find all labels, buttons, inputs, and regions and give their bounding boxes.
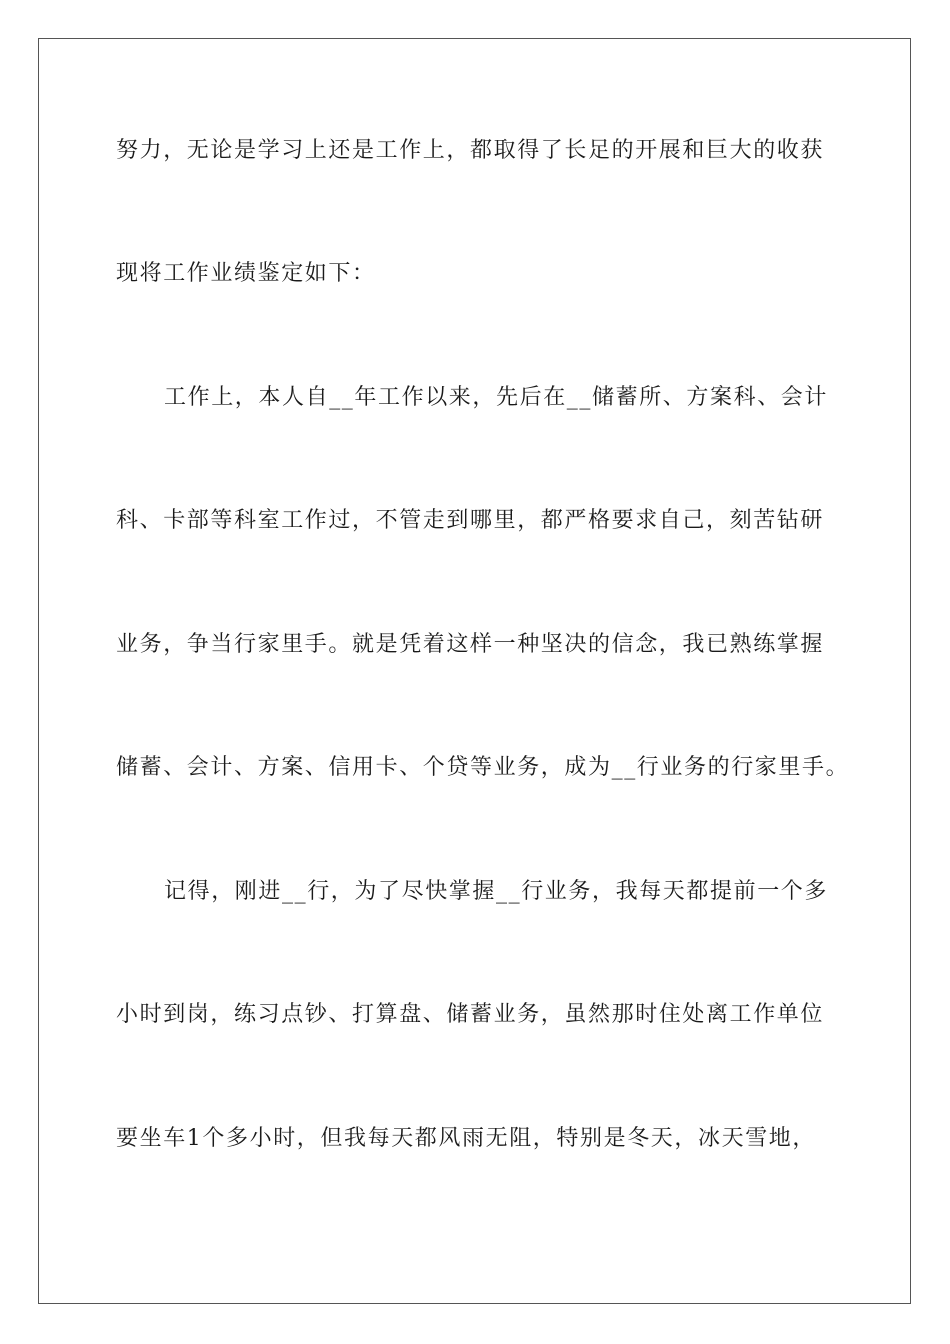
paragraph-line-4: 科、卡部等科室工作过，不管走到哪里，都严格要求自己，刻苦钻研 (116, 508, 825, 533)
paragraph-line-8: 小时到岗，练习点钞、打算盘、储蓄业务，虽然那时住处离工作单位 (116, 1002, 825, 1027)
paragraph-line-5: 业务，争当行家里手。就是凭着这样一种坚决的信念，我已熟练掌握 (116, 632, 825, 657)
paragraph-line-2: 现将工作业绩鉴定如下： (116, 261, 376, 286)
page-border (38, 38, 911, 1304)
paragraph-line-3: 工作上，本人自__年工作以来，先后在__储蓄所、方案科、会计 (164, 385, 829, 410)
paragraph-line-9: 要坐车1个多小时，但我每天都风雨无阻，特别是冬天，冰天雪地， (116, 1126, 816, 1151)
paragraph-line-6: 储蓄、会计、方案、信用卡、个贷等业务，成为__行业务的行家里手。 (116, 755, 850, 780)
paragraph-line-1: 努力，无论是学习上还是工作上，都取得了长足的开展和巨大的收获 (116, 138, 825, 163)
paragraph-line-7: 记得，刚进__行，为了尽快掌握__行业务，我每天都提前一个多 (164, 879, 829, 904)
